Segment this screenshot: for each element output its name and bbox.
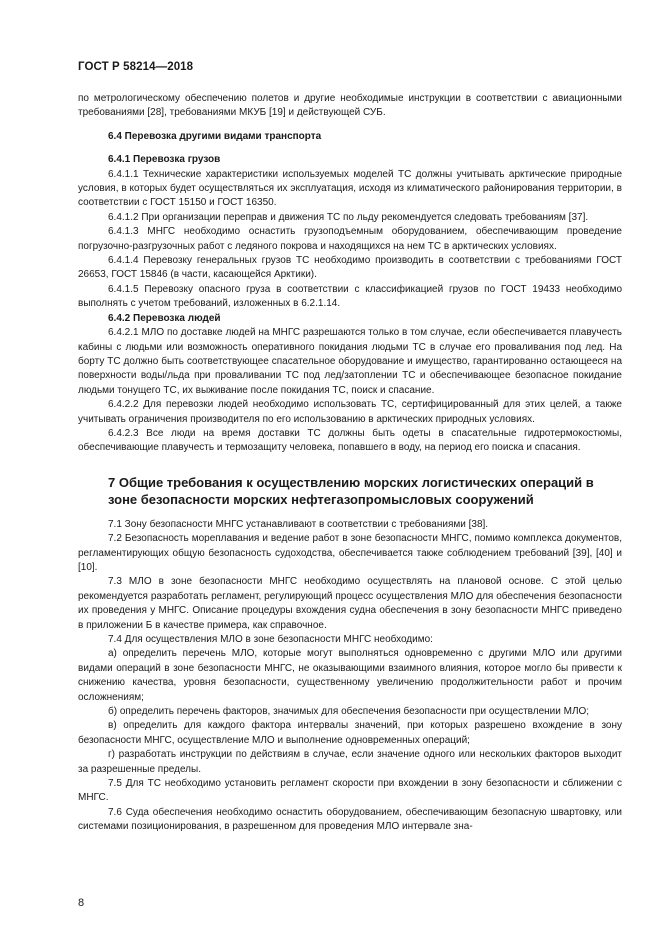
- section-6-4-1-title: 6.4.1 Перевозка грузов: [108, 154, 221, 166]
- paragraph-6-4-2-3: 6.4.2.3 Все люди на время доставки ТС должны быть одеты в спасательные гидротермокостюмы, обеспечивающие плавучесть и термозащиту человека, попавшего в воду, на период его поиска и спасания.: [78, 427, 622, 454]
- paragraph-7-6: 7.6 Суда обеспечения необходимо оснастить оборудованием, обеспечивающим безопасную швартовку, или системами позиционирования, в разрешенном для проведения МЛО интервале зна-: [78, 806, 622, 833]
- section-7-title: 7 Общие требования к осуществлению морских логистических операций в зоне безопасности морских нефтегазопромысловых сооружений: [108, 474, 594, 507]
- paragraph-6-4-1-2: 6.4.1.2 При организации переправ и движения ТС по льду рекомендуется следовать требованиям [37].: [108, 211, 589, 223]
- paragraph-6-4-2-1: 6.4.2.1 МЛО по доставке людей на МНГС разрешаются только в том случае, если обеспечивается плавучесть кабины с людьми или возможность оперативного покидания людьми ТС в случае его проваливания под лед. На борту ТС должно быть соответствующее спасательное оборудование и имущество, гарантированно остающееся на поверхности воды/льда при проваливании ТС под лед/затоплении ТС и обеспечивающее безопасное покидание людьми тонущего ТС, их выживание после покидания ТС, поиск и спасание.: [78, 327, 622, 396]
- list-item-7-4-c: в) определить для каждого фактора интервалы значений, при которых разрешено вхождение в зону безопасности МНГС, осуществление МЛО и выполнение одновременных операций;: [78, 720, 622, 746]
- page-number: 8: [78, 897, 85, 909]
- paragraph-7-1: 7.1 Зону безопасности МНГС устанавливают в соответствии с требованиями [38].: [108, 518, 489, 530]
- paragraph-6-4-1-4: 6.4.1.4 Перевозку генеральных грузов ТС необходимо производить в соответствии с требованиями ГОСТ 26653, ГОСТ 15846 (в части, касающейся Арктики).: [78, 255, 622, 281]
- document-header: ГОСТ Р 58214—2018: [78, 61, 194, 73]
- paragraph-6-4-2-2: 6.4.2.2 Для перевозки людей необходимо использовать ТС, сертифицированный для этих целей, а также учитывать ограничения производителя по его использованию в арктических природных условиях.: [78, 399, 622, 425]
- list-item-7-4-a: а) определить перечень МЛО, которые могут выполняться одновременно с другими МЛО или другими видами операций в зоне безопасности МНГС, не оказывающими взаимного влияния, которое могло бы привести к снижению качества, уровня безопасности, существенному увеличению продолжительности работ и прочим осложнениям;: [78, 648, 622, 703]
- section-6-4-title: 6.4 Перевозка другими видами транспорта: [108, 130, 322, 142]
- paragraph-7-3: 7.3 МЛО в зоне безопасности МНГС необходимо осуществлять на плановой основе. С этой целью рекомендуется разработать регламент, регулирующий процесс осуществления МЛО для обеспечения безопасности их проведения у МНГС. Описание процедуры вхождения судна обеспечения в зону безопасности МНГС приведено в приложении Б в качестве примера, как справочное.: [78, 576, 622, 631]
- section-6-4-2-title: 6.4.2 Перевозка людей: [108, 312, 221, 324]
- list-item-7-4-b: б) определить перечень факторов, значимых для обеспечения безопасности при осуществлении МЛО;: [108, 706, 590, 718]
- paragraph-6-4-1-1: 6.4.1.1 Технические характеристики используемых моделей ТС должны учитывать арктические природные условия, в которых будет осуществляться их эксплуатация, исходя из климатического районирования территории, в соответствии с ГОСТ 15150 и ГОСТ 16350.: [78, 168, 622, 209]
- paragraph-7-2: 7.2 Безопасность мореплавания и ведение работ в зоне безопасности МНГС, помимо комплекса документов, регламентирующих общую безопасность судоходства, обеспечивается также соблюдением требований [39], [40] и [10].: [78, 533, 622, 573]
- paragraph-6-4-1-3: 6.4.1.3 МНГС необходимо оснастить грузоподъемным оборудованием, обеспечивающим проведение погрузочно-разгрузочных работ с ледяного покрова и находящихся на нем ТС в арктических условиях.: [78, 226, 622, 252]
- paragraph-6-4-1-5: 6.4.1.5 Перевозку опасного груза в соответствии с классификацией грузов по ГОСТ 19433 необходимо выполнять с учетом требований, изложенных в 6.2.1.14.: [78, 283, 622, 310]
- list-item-7-4-d: г) разработать инструкции по действиям в случае, если значение одного или нескольких факторов выходит за разрешенные пределы.: [78, 749, 622, 775]
- document-body: [78, 92, 622, 835]
- paragraph-7-5: 7.5 Для ТС необходимо установить регламент скорости при вхождении в зону безопасности и сближении с МНГС.: [78, 778, 622, 804]
- paragraph-7-4: 7.4 Для осуществления МЛО в зоне безопасности МНГС необходимо:: [108, 634, 433, 645]
- intro-paragraph: по метрологическому обеспечению полетов и другие необходимые инструкции в соответствии с авиационными требованиями [28], требованиями МКУБ [19] и действующей СУБ.: [78, 93, 622, 119]
